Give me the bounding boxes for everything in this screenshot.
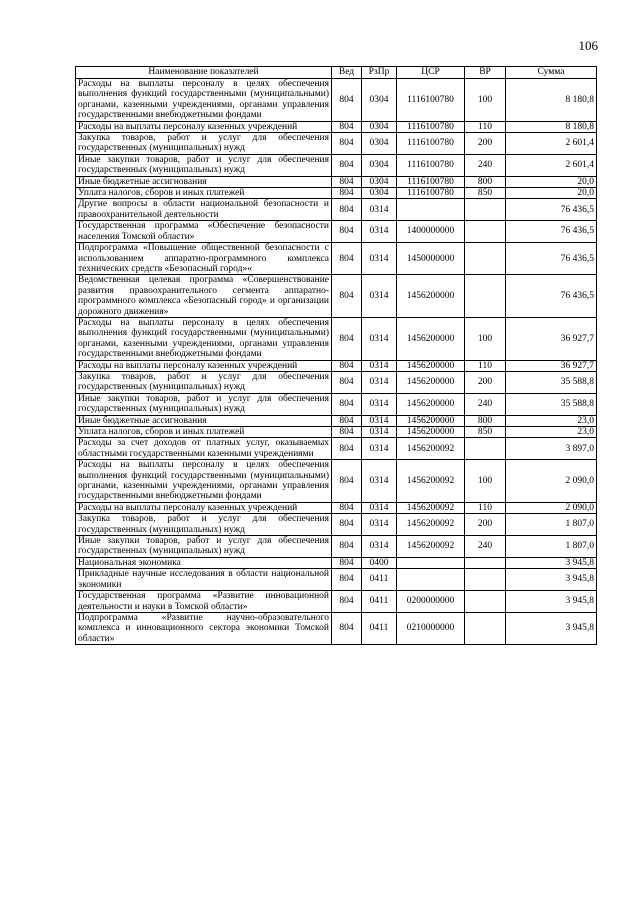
cell-name: Закупка товаров, работ и услуг для обеспечения государственных (муниципальных) нужд bbox=[76, 133, 332, 155]
cell-csr: 1456200000 bbox=[397, 317, 465, 360]
cell-csr: 1116100780 bbox=[397, 133, 465, 155]
table-header-row bbox=[76, 67, 597, 79]
table-row bbox=[76, 427, 597, 438]
cell-csr: 1456200000 bbox=[397, 393, 465, 415]
cell-csr: 1116100780 bbox=[397, 154, 465, 176]
cell-name: Другие вопросы в области национальной безопасности и правоохранительной деятельности bbox=[76, 199, 332, 221]
cell-sum: 36 927,7 bbox=[506, 360, 597, 371]
cell-rzpr: 0314 bbox=[362, 460, 397, 503]
cell-csr: 1456200000 bbox=[397, 427, 465, 438]
cell-rzpr: 0411 bbox=[362, 591, 397, 613]
table-row bbox=[76, 317, 597, 360]
table-row bbox=[76, 188, 597, 199]
cell-name: Расходы на выплаты персоналу казенных учреждений bbox=[76, 360, 332, 371]
cell-rzpr: 0400 bbox=[362, 557, 397, 568]
cell-rzpr: 0314 bbox=[362, 221, 397, 243]
cell-rzpr: 0304 bbox=[362, 121, 397, 132]
cell-ved: 804 bbox=[332, 427, 362, 438]
cell-sum: 8 180,8 bbox=[506, 121, 597, 132]
cell-csr: 1456200000 bbox=[397, 275, 465, 318]
cell-sum: 76 436,5 bbox=[506, 221, 597, 243]
cell-rzpr: 0411 bbox=[362, 612, 397, 644]
cell-csr: 1450000000 bbox=[397, 243, 465, 275]
cell-sum: 3 945,8 bbox=[506, 591, 597, 613]
cell-vr bbox=[465, 275, 506, 318]
cell-sum: 2 601,4 bbox=[506, 154, 597, 176]
cell-vr: 240 bbox=[465, 393, 506, 415]
cell-sum: 1 807,0 bbox=[506, 514, 597, 536]
cell-vr: 240 bbox=[465, 536, 506, 558]
cell-sum: 23,0 bbox=[506, 415, 597, 426]
table-row bbox=[76, 79, 597, 122]
cell-ved: 804 bbox=[332, 393, 362, 415]
cell-sum: 1 807,0 bbox=[506, 536, 597, 558]
cell-vr: 850 bbox=[465, 427, 506, 438]
cell-csr: 1116100780 bbox=[397, 121, 465, 132]
cell-ved: 804 bbox=[332, 275, 362, 318]
cell-vr: 110 bbox=[465, 121, 506, 132]
cell-csr: 1456200000 bbox=[397, 360, 465, 371]
table-row bbox=[76, 243, 597, 275]
cell-name: Закупка товаров, работ и услуг для обеспечения государственных (муниципальных) нужд bbox=[76, 371, 332, 393]
cell-name: Расходы на выплаты персоналу в целях обеспечения выполнения функций государственными (муниципальными) органами, казенными учреждениями, органами управления государственными внебюджетными фондами bbox=[76, 79, 332, 122]
cell-csr: 1116100780 bbox=[397, 176, 465, 187]
table-row bbox=[76, 536, 597, 558]
cell-name: Прикладные научные исследования в области национальной экономики bbox=[76, 569, 332, 591]
cell-csr: 1456200092 bbox=[397, 514, 465, 536]
cell-ved: 804 bbox=[332, 199, 362, 221]
cell-vr bbox=[465, 569, 506, 591]
cell-csr: 1456200092 bbox=[397, 502, 465, 513]
cell-rzpr: 0314 bbox=[362, 536, 397, 558]
cell-ved: 804 bbox=[332, 317, 362, 360]
cell-ved: 804 bbox=[332, 557, 362, 568]
cell-rzpr: 0314 bbox=[362, 502, 397, 513]
cell-sum: 3 945,8 bbox=[506, 557, 597, 568]
cell-name: Закупка товаров, работ и услуг для обеспечения государственных (муниципальных) нужд bbox=[76, 514, 332, 536]
cell-rzpr: 0304 bbox=[362, 133, 397, 155]
cell-ved: 804 bbox=[332, 176, 362, 187]
cell-sum: 3 945,8 bbox=[506, 612, 597, 644]
cell-sum: 76 436,5 bbox=[506, 243, 597, 275]
cell-vr bbox=[465, 199, 506, 221]
table-row bbox=[76, 460, 597, 503]
cell-rzpr: 0314 bbox=[362, 275, 397, 318]
header-rzpr: РзПр bbox=[362, 67, 397, 79]
cell-ved: 804 bbox=[332, 79, 362, 122]
table-row bbox=[76, 415, 597, 426]
cell-rzpr: 0314 bbox=[362, 199, 397, 221]
cell-name: Расходы на выплаты персоналу казенных учреждений bbox=[76, 121, 332, 132]
cell-name: Уплата налогов, сборов и иных платежей bbox=[76, 427, 332, 438]
cell-name: Расходы за счет доходов от платных услуг, оказываемых областными государственными казенными учреждениями bbox=[76, 438, 332, 460]
cell-ved: 804 bbox=[332, 460, 362, 503]
cell-ved: 804 bbox=[332, 121, 362, 132]
table-row bbox=[76, 275, 597, 318]
cell-name: Государственная программа «Развитие инновационной деятельности и науки в Томской области» bbox=[76, 591, 332, 613]
cell-sum: 3 945,8 bbox=[506, 569, 597, 591]
table-row bbox=[76, 154, 597, 176]
cell-name: Расходы на выплаты персоналу в целях обеспечения выполнения функций государственными (муниципальными) органами, казенными учреждениями, органами управления государственными внебюджетными фондами bbox=[76, 317, 332, 360]
cell-name: Ведомственная целевая программа «Совершенствование развития правоохранительного сегмента аппаратно-программного комплекса «Безопасный город» и организации дорожного движения» bbox=[76, 275, 332, 318]
table-row bbox=[76, 514, 597, 536]
cell-rzpr: 0314 bbox=[362, 438, 397, 460]
cell-name: Иные закупки товаров, работ и услуг для обеспечения государственных (муниципальных) нужд bbox=[76, 536, 332, 558]
cell-rzpr: 0314 bbox=[362, 371, 397, 393]
cell-csr bbox=[397, 569, 465, 591]
cell-vr: 850 bbox=[465, 188, 506, 199]
page-number: 106 bbox=[578, 38, 598, 53]
budget-table bbox=[75, 66, 597, 645]
cell-rzpr: 0411 bbox=[362, 569, 397, 591]
cell-ved: 804 bbox=[332, 569, 362, 591]
cell-sum: 2 090,0 bbox=[506, 460, 597, 503]
table-row bbox=[76, 393, 597, 415]
cell-name: Иные закупки товаров, работ и услуг для обеспечения государственных (муниципальных) нужд bbox=[76, 154, 332, 176]
cell-vr: 110 bbox=[465, 360, 506, 371]
cell-rzpr: 0314 bbox=[362, 243, 397, 275]
cell-csr bbox=[397, 557, 465, 568]
cell-name: Расходы на выплаты персоналу казенных учреждений bbox=[76, 502, 332, 513]
header-vr: ВР bbox=[465, 67, 506, 79]
cell-sum: 35 588,8 bbox=[506, 371, 597, 393]
cell-ved: 804 bbox=[332, 133, 362, 155]
cell-rzpr: 0304 bbox=[362, 154, 397, 176]
cell-name: Уплата налогов, сборов и иных платежей bbox=[76, 188, 332, 199]
table-row bbox=[76, 199, 597, 221]
cell-ved: 804 bbox=[332, 243, 362, 275]
cell-vr bbox=[465, 612, 506, 644]
cell-vr bbox=[465, 221, 506, 243]
table-row bbox=[76, 612, 597, 644]
cell-name: Расходы на выплаты персоналу в целях обеспечения выполнения функций государственными (муниципальными) органами, казенными учреждениями, органами управления государственными внебюджетными фондами bbox=[76, 460, 332, 503]
cell-sum: 8 180,8 bbox=[506, 79, 597, 122]
cell-csr bbox=[397, 199, 465, 221]
cell-vr bbox=[465, 243, 506, 275]
table-row bbox=[76, 591, 597, 613]
cell-ved: 804 bbox=[332, 154, 362, 176]
cell-rzpr: 0314 bbox=[362, 360, 397, 371]
cell-vr: 800 bbox=[465, 415, 506, 426]
cell-ved: 804 bbox=[332, 612, 362, 644]
cell-rzpr: 0314 bbox=[362, 415, 397, 426]
cell-vr: 200 bbox=[465, 371, 506, 393]
cell-vr: 800 bbox=[465, 176, 506, 187]
cell-csr: 1116100780 bbox=[397, 188, 465, 199]
cell-ved: 804 bbox=[332, 502, 362, 513]
cell-rzpr: 0304 bbox=[362, 176, 397, 187]
cell-sum: 2 601,4 bbox=[506, 133, 597, 155]
cell-csr: 1400000000 bbox=[397, 221, 465, 243]
table-row bbox=[76, 360, 597, 371]
cell-vr bbox=[465, 438, 506, 460]
cell-ved: 804 bbox=[332, 371, 362, 393]
cell-vr: 110 bbox=[465, 502, 506, 513]
cell-sum: 35 588,8 bbox=[506, 393, 597, 415]
cell-rzpr: 0304 bbox=[362, 188, 397, 199]
cell-sum: 76 436,5 bbox=[506, 199, 597, 221]
cell-csr: 1456200092 bbox=[397, 536, 465, 558]
cell-name: Подпрограмма «Повышение общественной безопасности с использованием аппаратно-программного комплекса технических средств «Безопасный город»« bbox=[76, 243, 332, 275]
table-row bbox=[76, 438, 597, 460]
header-ved: Вед bbox=[332, 67, 362, 79]
cell-vr: 240 bbox=[465, 154, 506, 176]
cell-name: Государственная программа «Обеспечение безопасности населения Томской области» bbox=[76, 221, 332, 243]
cell-csr: 1456200000 bbox=[397, 371, 465, 393]
cell-rzpr: 0304 bbox=[362, 79, 397, 122]
cell-vr: 200 bbox=[465, 514, 506, 536]
cell-rzpr: 0314 bbox=[362, 317, 397, 360]
cell-name: Иные бюджетные ассигнования bbox=[76, 176, 332, 187]
cell-vr bbox=[465, 591, 506, 613]
cell-sum: 20,0 bbox=[506, 188, 597, 199]
cell-csr: 1456200000 bbox=[397, 415, 465, 426]
cell-rzpr: 0314 bbox=[362, 393, 397, 415]
cell-csr: 1456200092 bbox=[397, 460, 465, 503]
header-sum: Сумма bbox=[506, 67, 597, 79]
cell-name: Национальная экономика bbox=[76, 557, 332, 568]
cell-ved: 804 bbox=[332, 221, 362, 243]
cell-vr: 200 bbox=[465, 133, 506, 155]
cell-vr: 100 bbox=[465, 317, 506, 360]
cell-sum: 76 436,5 bbox=[506, 275, 597, 318]
cell-csr: 0200000000 bbox=[397, 591, 465, 613]
cell-name: Подпрограмма «Развитие научно-образовательного комплекса и инновационного сектора экономики Томской области» bbox=[76, 612, 332, 644]
header-csr: ЦСР bbox=[397, 67, 465, 79]
table-row bbox=[76, 502, 597, 513]
cell-sum: 20,0 bbox=[506, 176, 597, 187]
cell-vr bbox=[465, 557, 506, 568]
table-row bbox=[76, 176, 597, 187]
table-row bbox=[76, 371, 597, 393]
cell-ved: 804 bbox=[332, 360, 362, 371]
cell-sum: 2 090,0 bbox=[506, 502, 597, 513]
cell-ved: 804 bbox=[332, 536, 362, 558]
table-row bbox=[76, 569, 597, 591]
cell-rzpr: 0314 bbox=[362, 514, 397, 536]
table-row bbox=[76, 121, 597, 132]
cell-ved: 804 bbox=[332, 438, 362, 460]
cell-ved: 804 bbox=[332, 188, 362, 199]
cell-sum: 36 927,7 bbox=[506, 317, 597, 360]
cell-sum: 23,0 bbox=[506, 427, 597, 438]
cell-name: Иные закупки товаров, работ и услуг для обеспечения государственных (муниципальных) нужд bbox=[76, 393, 332, 415]
cell-vr: 100 bbox=[465, 79, 506, 122]
table-row bbox=[76, 133, 597, 155]
cell-ved: 804 bbox=[332, 415, 362, 426]
cell-ved: 804 bbox=[332, 591, 362, 613]
table-row bbox=[76, 221, 597, 243]
cell-rzpr: 0314 bbox=[362, 427, 397, 438]
cell-csr: 1116100780 bbox=[397, 79, 465, 122]
header-name: Наименование показателей bbox=[76, 67, 332, 79]
cell-csr: 1456200092 bbox=[397, 438, 465, 460]
cell-name: Иные бюджетные ассигнования bbox=[76, 415, 332, 426]
cell-ved: 804 bbox=[332, 514, 362, 536]
cell-sum: 3 897,0 bbox=[506, 438, 597, 460]
cell-csr: 0210000000 bbox=[397, 612, 465, 644]
cell-vr: 100 bbox=[465, 460, 506, 503]
table-row bbox=[76, 557, 597, 568]
